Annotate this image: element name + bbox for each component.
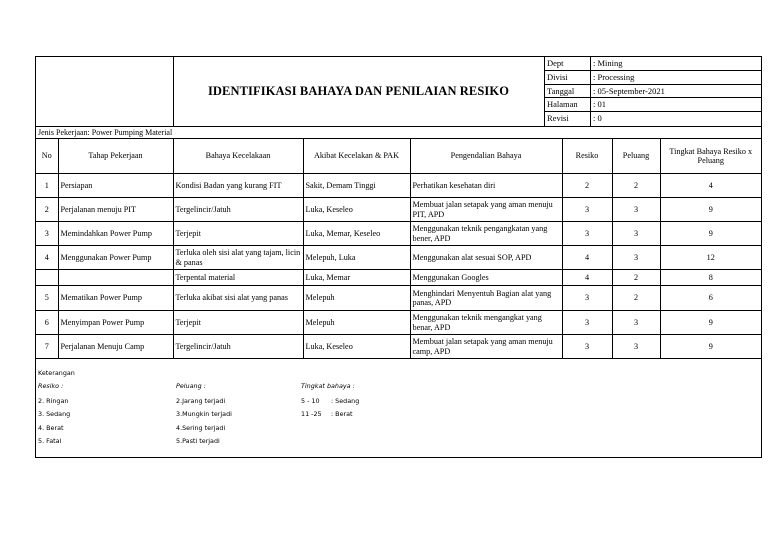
cell-akibat: Melepuh, Luka	[303, 246, 410, 270]
cell-bahaya: Terjepit	[173, 222, 303, 246]
cell-bahaya: Kondisi Badan yang kurang FIT	[173, 174, 303, 198]
cell-tahap: Perjalanan menuju PIT	[58, 198, 173, 222]
peluang-item: 2.Jarang terjadi	[176, 397, 226, 405]
cell-bahaya: Tergelincir/Jatuh	[173, 198, 303, 222]
col-header: Tingkat Bahaya Resiko x Peluang	[660, 139, 761, 174]
table-row	[36, 270, 761, 286]
meta-key: Tanggal	[544, 85, 591, 98]
cell-peluang: 3	[612, 311, 660, 335]
cell-peluang: 3	[612, 198, 660, 222]
col-header: Tahap Pekerjaan	[58, 139, 173, 174]
document-meta	[544, 57, 761, 126]
cell-pengendalian: Menggunakan alat sesuai SOP, APD	[410, 246, 562, 270]
meta-row-halaman	[544, 98, 761, 112]
table-header-row	[36, 139, 761, 174]
meta-row-tanggal	[544, 85, 761, 99]
cell-resiko: 3	[562, 198, 612, 222]
cell-tingkat: 9	[660, 222, 761, 246]
peluang-item: 5.Pasti terjadi	[176, 437, 220, 445]
meta-value: : Processing	[593, 71, 635, 82]
cell-akibat: Luka, Memar	[303, 270, 410, 286]
cell-pengendalian: Menggunakan Googles	[410, 270, 562, 286]
col-header: No	[36, 139, 58, 174]
cell-no	[36, 270, 58, 286]
cell-no: 5	[36, 286, 58, 311]
cell-peluang: 2	[612, 174, 660, 198]
cell-peluang: 2	[612, 270, 660, 286]
cell-pengendalian: Menghindari Menyentuh Bagian alat yang panas, APD	[410, 286, 562, 311]
keterangan-section	[36, 365, 761, 457]
cell-no: 7	[36, 335, 58, 359]
table-row	[36, 174, 761, 198]
cell-tahap: Menyimpan Power Pump	[58, 311, 173, 335]
hazard-table	[36, 139, 761, 359]
cell-tingkat: 8	[660, 270, 761, 286]
cell-no: 2	[36, 198, 58, 222]
meta-row-revisi	[544, 112, 761, 126]
cell-peluang: 3	[612, 246, 660, 270]
cell-akibat: Luka, Memar, Keseleo	[303, 222, 410, 246]
cell-akibat: Melepuh	[303, 311, 410, 335]
cell-no: 3	[36, 222, 58, 246]
cell-akibat: Melepuh	[303, 286, 410, 311]
cell-peluang: 3	[612, 222, 660, 246]
table-row	[36, 311, 761, 335]
tingkat-level: : Sedang	[331, 397, 360, 405]
cell-resiko: 3	[562, 286, 612, 311]
cell-tahap: Mematikan Power Pump	[58, 286, 173, 311]
document-header	[36, 57, 761, 127]
tingkat-label: Tingkat bahaya :	[301, 382, 355, 390]
cell-tingkat: 9	[660, 198, 761, 222]
meta-value: : 01	[593, 99, 606, 110]
cell-bahaya: Terluka oleh sisi alat yang tajam, licin & panas	[173, 246, 303, 270]
tingkat-level: : Berat	[331, 410, 353, 418]
cell-resiko: 4	[562, 270, 612, 286]
col-header: Resiko	[562, 139, 612, 174]
meta-key: Halaman	[544, 98, 591, 111]
col-header: Akibat Kecelakan & PAK	[303, 139, 410, 174]
document-title: IDENTIFIKASI BAHAYA DAN PENILAIAN RESIKO	[173, 57, 545, 126]
meta-key: Revisi	[544, 112, 591, 126]
cell-tahap: Menggunakan Power Pump	[58, 246, 173, 270]
cell-peluang: 3	[612, 335, 660, 359]
col-header: Bahaya Kecelakaan	[173, 139, 303, 174]
jenis-pekerjaan: Jenis Pekerjaan: Power Pumping Material	[36, 126, 761, 139]
meta-value: : 0	[593, 113, 602, 124]
cell-tahap	[58, 270, 173, 286]
cell-tahap: Persiapan	[58, 174, 173, 198]
resiko-label: Resiko :	[38, 382, 64, 390]
meta-value: : Mining	[593, 58, 623, 68]
cell-resiko: 2	[562, 174, 612, 198]
cell-akibat: Luka, Keseleo	[303, 335, 410, 359]
cell-no: 1	[36, 174, 58, 198]
cell-pengendalian: Menggunakan teknik mengangkat yang benar, APD	[410, 311, 562, 335]
resiko-item: 3. Sedang	[38, 410, 71, 418]
keterangan-title: Keterangan	[38, 369, 75, 377]
meta-key: Divisi	[544, 71, 591, 84]
cell-tahap: Memindahkan Power Pump	[58, 222, 173, 246]
cell-bahaya: Terpental material	[173, 270, 303, 286]
risk-assessment-document	[35, 56, 762, 458]
meta-row-dept	[544, 57, 761, 71]
cell-tingkat: 4	[660, 174, 761, 198]
cell-tingkat: 6	[660, 286, 761, 311]
cell-resiko: 4	[562, 246, 612, 270]
cell-bahaya: Tergelincir/Jatuh	[173, 335, 303, 359]
col-header: Pengendalian Bahaya	[410, 139, 562, 174]
cell-akibat: Luka, Keseleo	[303, 198, 410, 222]
meta-row-divisi	[544, 71, 761, 85]
tingkat-range: 11 -25	[301, 410, 322, 418]
table-row	[36, 198, 761, 222]
cell-resiko: 3	[562, 222, 612, 246]
peluang-label: Peluang :	[176, 382, 206, 390]
cell-bahaya: Terjepit	[173, 311, 303, 335]
peluang-item: 4.Sering terjadi	[176, 424, 226, 432]
table-row	[36, 286, 761, 311]
cell-pengendalian: Perhatikan kesehatan diri	[410, 174, 562, 198]
cell-resiko: 3	[562, 311, 612, 335]
cell-peluang: 2	[612, 286, 660, 311]
cell-tingkat: 9	[660, 335, 761, 359]
cell-tingkat: 9	[660, 311, 761, 335]
resiko-item: 4. Berat	[38, 424, 64, 432]
cell-pengendalian: Membuat jalan setapak yang aman menuju PIT, APD	[410, 198, 562, 222]
cell-pengendalian: Menggunakan teknik pengangkatan yang bener, APD	[410, 222, 562, 246]
cell-bahaya: Terluka akibat sisi alat yang panas	[173, 286, 303, 311]
cell-no: 4	[36, 246, 58, 270]
cell-pengendalian: Membuat jalan setapak yang aman menuju camp, APD	[410, 335, 562, 359]
col-header: Peluang	[612, 139, 660, 174]
table-row	[36, 222, 761, 246]
cell-no: 6	[36, 311, 58, 335]
meta-key: Dept	[544, 57, 591, 70]
resiko-item: 2. Ringan	[38, 397, 69, 405]
cell-tahap: Perjalanan Menuju Camp	[58, 335, 173, 359]
cell-akibat: Sakit, Demam Tinggi	[303, 174, 410, 198]
cell-tingkat: 12	[660, 246, 761, 270]
tingkat-range: 5 - 10	[301, 397, 320, 405]
logo-area	[36, 57, 174, 126]
meta-value: : 05-September-2021	[593, 85, 665, 96]
resiko-item: 5. Fatal	[38, 437, 62, 445]
table-row	[36, 335, 761, 359]
table-row	[36, 246, 761, 270]
cell-resiko: 3	[562, 335, 612, 359]
peluang-item: 3.Mungkin terjadi	[176, 410, 232, 418]
